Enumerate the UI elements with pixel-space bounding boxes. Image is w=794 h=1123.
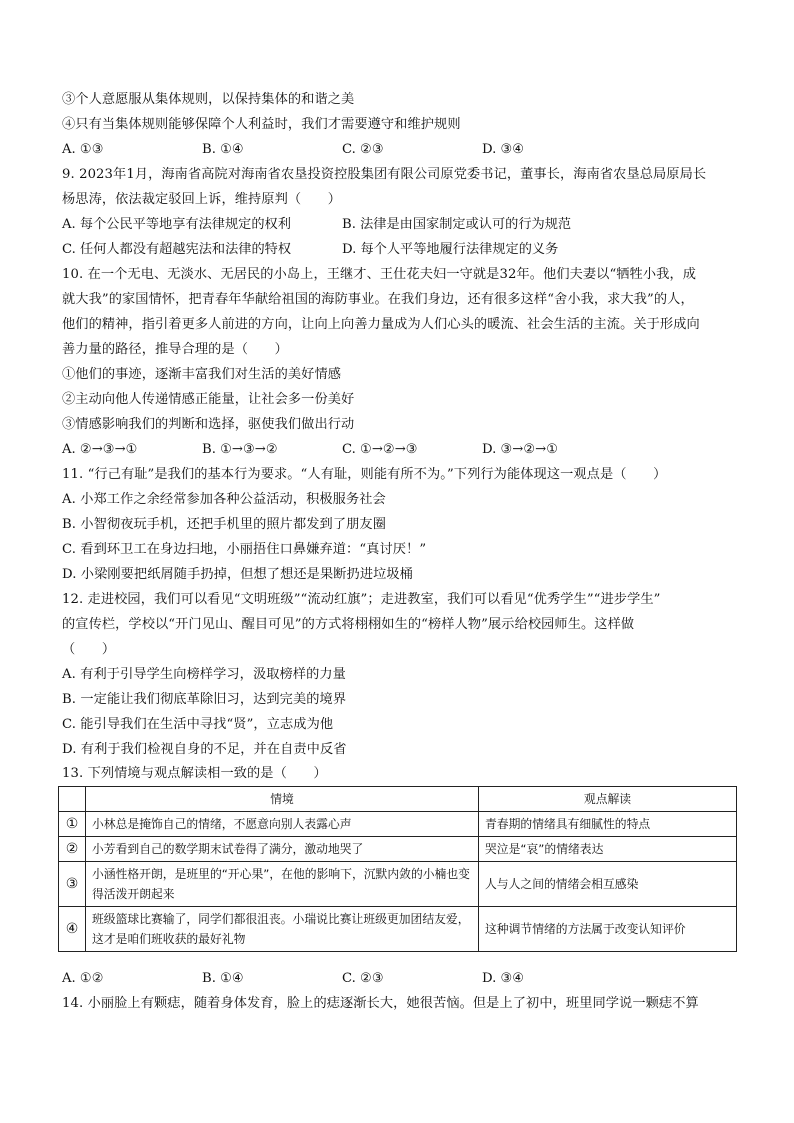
row-view: 人与人之间的情绪会相互感染 bbox=[479, 862, 737, 907]
q12-option-b[interactable]: B. 一定能让我们彻底革除旧习，达到完美的境界 bbox=[62, 692, 347, 707]
q10-option-d[interactable]: D. ③→②→① bbox=[482, 442, 559, 457]
q10-option-a[interactable]: A. ②→③→① bbox=[62, 442, 138, 457]
q9-option-b[interactable]: B. 法律是由国家制定或认可的行为规范 bbox=[342, 217, 572, 232]
q8-option-d[interactable]: D. ③④ bbox=[482, 142, 525, 157]
q13-option-d[interactable]: D. ③④ bbox=[482, 971, 525, 986]
row-number: ④ bbox=[59, 907, 86, 952]
q14-stem-line1: 14. 小丽脸上有颗痣，随着身体发育，脸上的痣逐渐长大，她很苦恼。但是上了初中，班里同学说一颗痣不算 bbox=[62, 996, 699, 1011]
q10-statement-2: ②主动向他人传递情感正能量，让社会多一份美好 bbox=[62, 392, 355, 407]
q12-stem-line3: （ ） bbox=[62, 642, 116, 657]
table-row bbox=[59, 837, 737, 862]
table-row bbox=[59, 862, 737, 907]
row-view: 哭泣是“哀”的情绪表达 bbox=[479, 837, 737, 862]
table-header-row bbox=[59, 787, 737, 812]
q10-stem-line3: 他们的精神，指引着更多人前进的方向，让向上向善力量成为人们心头的暖流、社会生活的主流。关于形成向 bbox=[62, 317, 700, 332]
table-header-num bbox=[59, 787, 86, 812]
q10-stem-line1: 10. 在一个无电、无淡水、无居民的小岛上，王继才、王仕花夫妇一守就是32年。他们夫妻以“牺牲小我，成 bbox=[62, 267, 697, 282]
q11-option-c[interactable]: C. 看到环卫工在身边扫地，小丽捂住口鼻嫌弃道：“真讨厌！” bbox=[62, 542, 427, 557]
q8-option-c[interactable]: C. ②③ bbox=[342, 142, 384, 157]
q9-option-a[interactable]: A. 每个公民平等地享有法律规定的权利 bbox=[62, 217, 291, 232]
q8-option-b[interactable]: B. ①④ bbox=[202, 142, 244, 157]
table-row bbox=[59, 907, 737, 952]
q12-stem-line1: 12. 走进校园，我们可以看见“文明班级”“流动红旗”；走进教室，我们可以看见“优秀学生”“进步学生” bbox=[62, 592, 661, 607]
row-view: 青春期的情绪具有细腻性的特点 bbox=[479, 812, 737, 837]
q11-option-d[interactable]: D. 小梁刚要把纸屑随手扔掉，但想了想还是果断扔进垃圾桶 bbox=[62, 567, 413, 582]
q10-statement-3: ③情感影响我们的判断和选择，驱使我们做出行动 bbox=[62, 417, 355, 432]
statement-4: ④只有当集体规则能够保障个人利益时，我们才需要遵守和维护规则 bbox=[62, 117, 461, 132]
q10-option-b[interactable]: B. ①→③→② bbox=[202, 442, 278, 457]
row-situation: 小林总是掩饰自己的情绪，不愿意向别人表露心声 bbox=[86, 812, 479, 837]
q10-stem-line4: 善力量的路径，推导合理的是（ ） bbox=[62, 342, 288, 357]
q10-stem-line2: 就大我”的家国情怀，把青春年华献给祖国的海防事业。在我们身边，还有很多这样“舍小我，求大我”的人， bbox=[62, 292, 694, 307]
q13-table bbox=[58, 786, 737, 952]
q10-statement-1: ①他们的事迹，逐渐丰富我们对生活的美好情感 bbox=[62, 367, 342, 382]
statement-3: ③个人意愿服从集体规则，以保持集体的和谐之美 bbox=[62, 92, 355, 107]
q13-option-b[interactable]: B. ①④ bbox=[202, 971, 244, 986]
table-header-situation: 情境 bbox=[86, 787, 479, 812]
q12-option-d[interactable]: D. 有利于我们检视自身的不足，并在自责中反省 bbox=[62, 742, 347, 757]
q9-option-d[interactable]: D. 每个人平等地履行法律规定的义务 bbox=[342, 242, 559, 257]
table-row bbox=[59, 812, 737, 837]
q13-option-c[interactable]: C. ②③ bbox=[342, 971, 384, 986]
q12-stem-line2: 的宣传栏，学校以“开门见山、醒目可见”的方式将栩栩如生的“榜样人物”展示给校园师生。这样做 bbox=[62, 617, 635, 632]
row-situation: 班级篮球比赛输了，同学们都很沮丧。小瑞说比赛让班级更加团结友爱，这才是咱们班收获的最好礼物 bbox=[86, 907, 479, 952]
q9-option-c[interactable]: C. 任何人都没有超越宪法和法律的特权 bbox=[62, 242, 292, 257]
q11-option-b[interactable]: B. 小智彻夜玩手机，还把手机里的照片都发到了朋友圈 bbox=[62, 517, 386, 532]
q12-option-a[interactable]: A. 有利于引导学生向榜样学习，汲取榜样的力量 bbox=[62, 667, 346, 682]
q9-stem-line2: 杨思涛，依法裁定驳回上诉，维持原判（ ） bbox=[62, 192, 342, 207]
q8-option-a[interactable]: A. ①③ bbox=[62, 142, 104, 157]
q11-stem: 11. “行己有耻”是我们的基本行为要求。“人有耻，则能有所不为。”下列行为能体现这一观点是（ ） bbox=[62, 467, 667, 482]
row-number: ① bbox=[59, 812, 86, 837]
q9-stem-line1: 9. 2023年1月，海南省高院对海南省农垦投资控股集团有限公司原党委书记，董事长，海南省农垦总局原局长 bbox=[62, 167, 707, 182]
row-situation: 小涵性格开朗，是班里的“开心果”，在他的影响下，沉默内敛的小楠也变得活泼开朗起来 bbox=[86, 862, 479, 907]
q10-option-c[interactable]: C. ①→②→③ bbox=[342, 442, 418, 457]
q13-stem: 13. 下列情境与观点解读相一致的是（ ） bbox=[62, 766, 327, 781]
row-number: ③ bbox=[59, 862, 86, 907]
q13-option-a[interactable]: A. ①② bbox=[62, 971, 104, 986]
row-view: 这种调节情绪的方法属于改变认知评价 bbox=[479, 907, 737, 952]
table-header-view: 观点解读 bbox=[479, 787, 737, 812]
row-number: ② bbox=[59, 837, 86, 862]
q11-option-a[interactable]: A. 小郑工作之余经常参加各种公益活动，积极服务社会 bbox=[62, 492, 386, 507]
q12-option-c[interactable]: C. 能引导我们在生活中寻找“贤”，立志成为他 bbox=[62, 717, 334, 732]
row-situation: 小芳看到自己的数学期末试卷得了满分，激动地哭了 bbox=[86, 837, 479, 862]
